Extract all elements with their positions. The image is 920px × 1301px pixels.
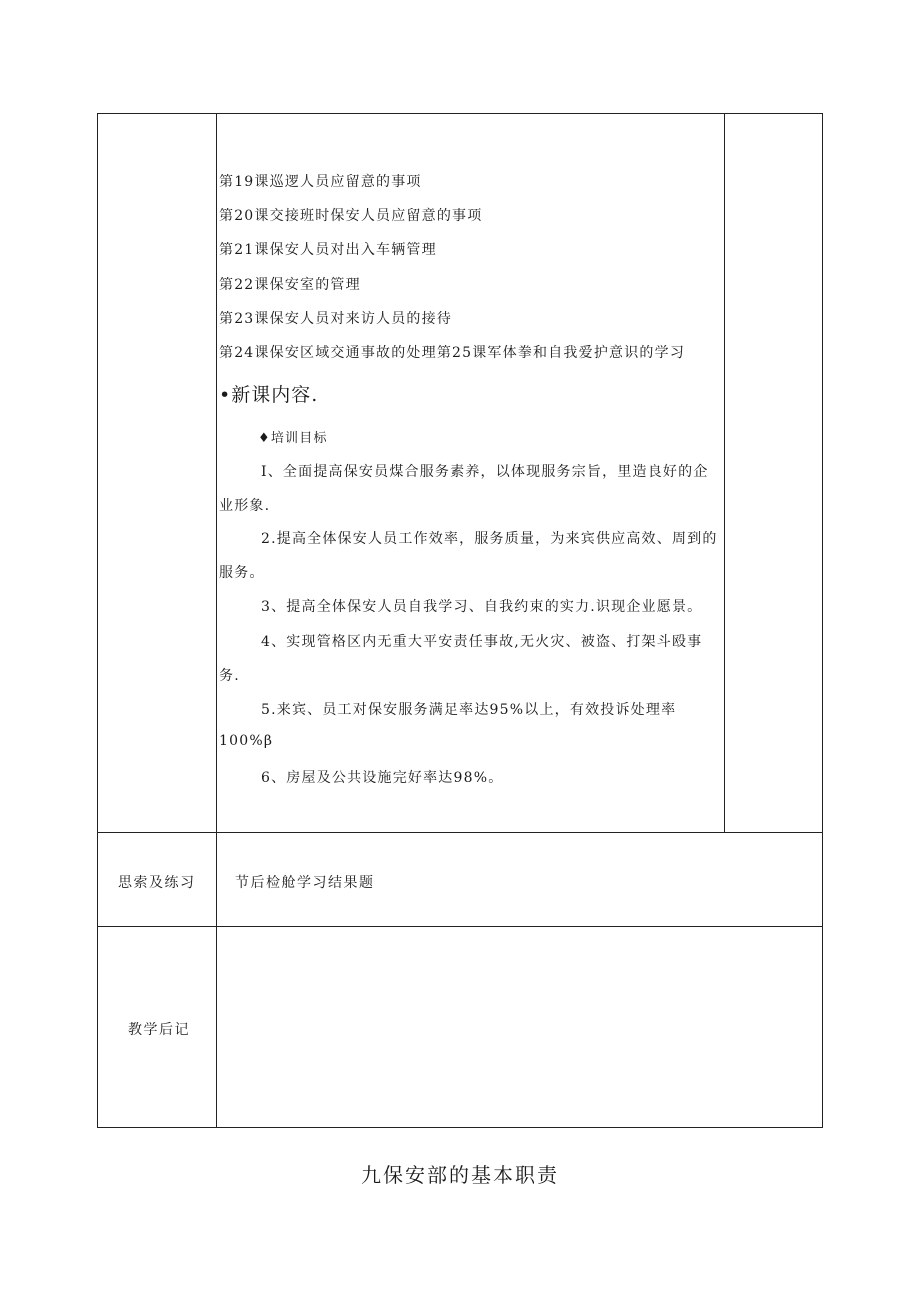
lesson-item: 第19课巡逻人员应留意的事项	[219, 174, 422, 190]
new-content-heading: •新课内容.	[219, 384, 319, 406]
objective-line: 服务。	[219, 565, 265, 581]
objective-line: 100%β	[219, 733, 274, 749]
objective-line: 业形象.	[219, 498, 271, 514]
lesson-item: 第21课保安人员对出入车辆管理	[219, 242, 437, 258]
column-divider	[724, 114, 725, 832]
objective-line: I、全面提高保安员煤合服务素养，以体现服务宗旨，里造良好的企	[261, 464, 709, 480]
exercise-content: 节后检舱学习结果题	[235, 875, 375, 891]
objectives-heading: ♦培训目标	[258, 431, 328, 446]
objective-line: 务.	[219, 668, 240, 684]
lesson-item: 第23课保安人员对来访人员的接待	[219, 311, 453, 327]
document-title: 九保安部的基本职责	[361, 1163, 559, 1187]
lesson-item: 第22课保安室的管理	[219, 277, 361, 293]
lesson-table	[97, 113, 823, 1128]
objective-line: 2.提高全体保安人员工作效率，服务质量，为来宾供应高效、周到的	[261, 531, 718, 547]
objective-line: 5.来宾、员工对保安服务满足率达95%以上，有效投诉处理率	[261, 702, 677, 718]
objective-line: 3、提高全体保安人员自我学习、自我约束的实力.识现企业愿景。	[261, 599, 703, 615]
row-divider	[98, 926, 822, 927]
row-divider	[98, 832, 822, 833]
reflection-label: 教学后记	[128, 1022, 190, 1038]
objective-line: 4、实现管格区内无重大平安责任事故,无火灾、被盗、打架斗殴事	[261, 634, 703, 650]
column-divider	[216, 114, 217, 1127]
lesson-item: 第24课保安区域交通事故的处理第25课军体拳和自我爱护意识的学习	[219, 345, 686, 361]
objective-line: 6、房屋及公共设施完好率达98%。	[261, 770, 504, 786]
lesson-item: 第20课交接班时保安人员应留意的事项	[219, 208, 483, 224]
exercise-label: 思索及练习	[118, 875, 196, 891]
